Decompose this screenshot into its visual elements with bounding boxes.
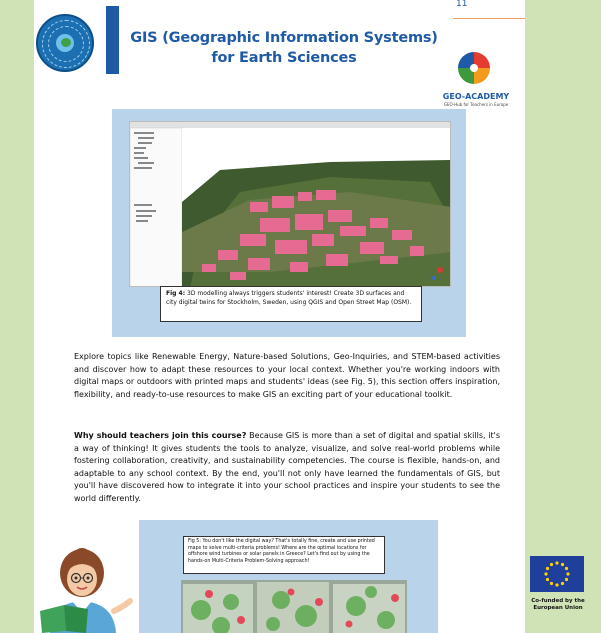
figure-5-printed-maps-image xyxy=(181,580,407,633)
why-join-text: Because GIS is more than a set of digital and spatial skills, it's a way of thinking! It gives students the tools to analyze, visualize, and solve real-world problems while fostering collaboration, creativity, and sustainability competencies. The course is flexible, hands-on, and adaptable to any school context. By the end, you'll not only have learned the fundamentals of GIS, but you'll have discovered how to integrate it into your school practices and inspire your students to see the world differently. xyxy=(74,431,500,503)
right-margin-strip xyxy=(525,0,601,633)
teacher-illustration xyxy=(36,545,134,633)
page-title: GIS (Geographic Information Systems) for Earth Sciences xyxy=(130,30,438,66)
figure-5-caption: Fig 5: You don't like the digital way? That's totally fine, create and use printed maps to solve multi-criteria problems! Where are the optimal locations for offshore wind turbines or solar panels in Greece? Let's find out by using the hands-on Multi-Criteria Problem-Solving approach! xyxy=(183,536,385,574)
geo-academy-subtitle: GEO-Hub for Teachers in Europe xyxy=(443,102,509,107)
intro-paragraph: Explore topics like Renewable Energy, Nature-based Solutions, Geo-Inquiries, and STEM-based activities and discover how to adapt these resources to your local context. Whether you're working indoors with digital maps or outdoors with printed maps and students' ideas (see Fig. 5), this section offers inspiration, flexibility, and ready-to-use resources to make GIS an exciting part of your educational toolkit. xyxy=(74,352,500,399)
why-join-paragraph xyxy=(74,430,500,505)
figure-4-qgis-screenshot xyxy=(129,121,451,287)
page-number: 11 xyxy=(456,0,468,9)
figure-4-caption-text: 3D modelling always triggers students' interest! Create 3D surfaces and city digital twins for Stockholm, Sweden, using QGIS and Open Street Map (OSM). xyxy=(166,290,412,306)
logo-land-icon xyxy=(61,38,71,47)
geo-academy-name: GEO-ACADEMY xyxy=(442,92,510,101)
why-join-heading: Why should teachers join this course? xyxy=(74,431,247,440)
geo-academy-logo-icon xyxy=(456,50,492,86)
title-accent-bar xyxy=(106,6,119,74)
figure-4-caption xyxy=(160,286,422,322)
course-logo xyxy=(36,14,94,72)
eu-cofunded-label: Co-funded by the European Union xyxy=(531,598,585,611)
qgis-3d-view-image xyxy=(130,122,451,287)
printed-maps-photo xyxy=(181,580,407,633)
eu-flag-icon xyxy=(530,556,584,592)
figure-4-caption-label: Fig 4: xyxy=(166,290,186,297)
header-divider xyxy=(453,18,525,19)
